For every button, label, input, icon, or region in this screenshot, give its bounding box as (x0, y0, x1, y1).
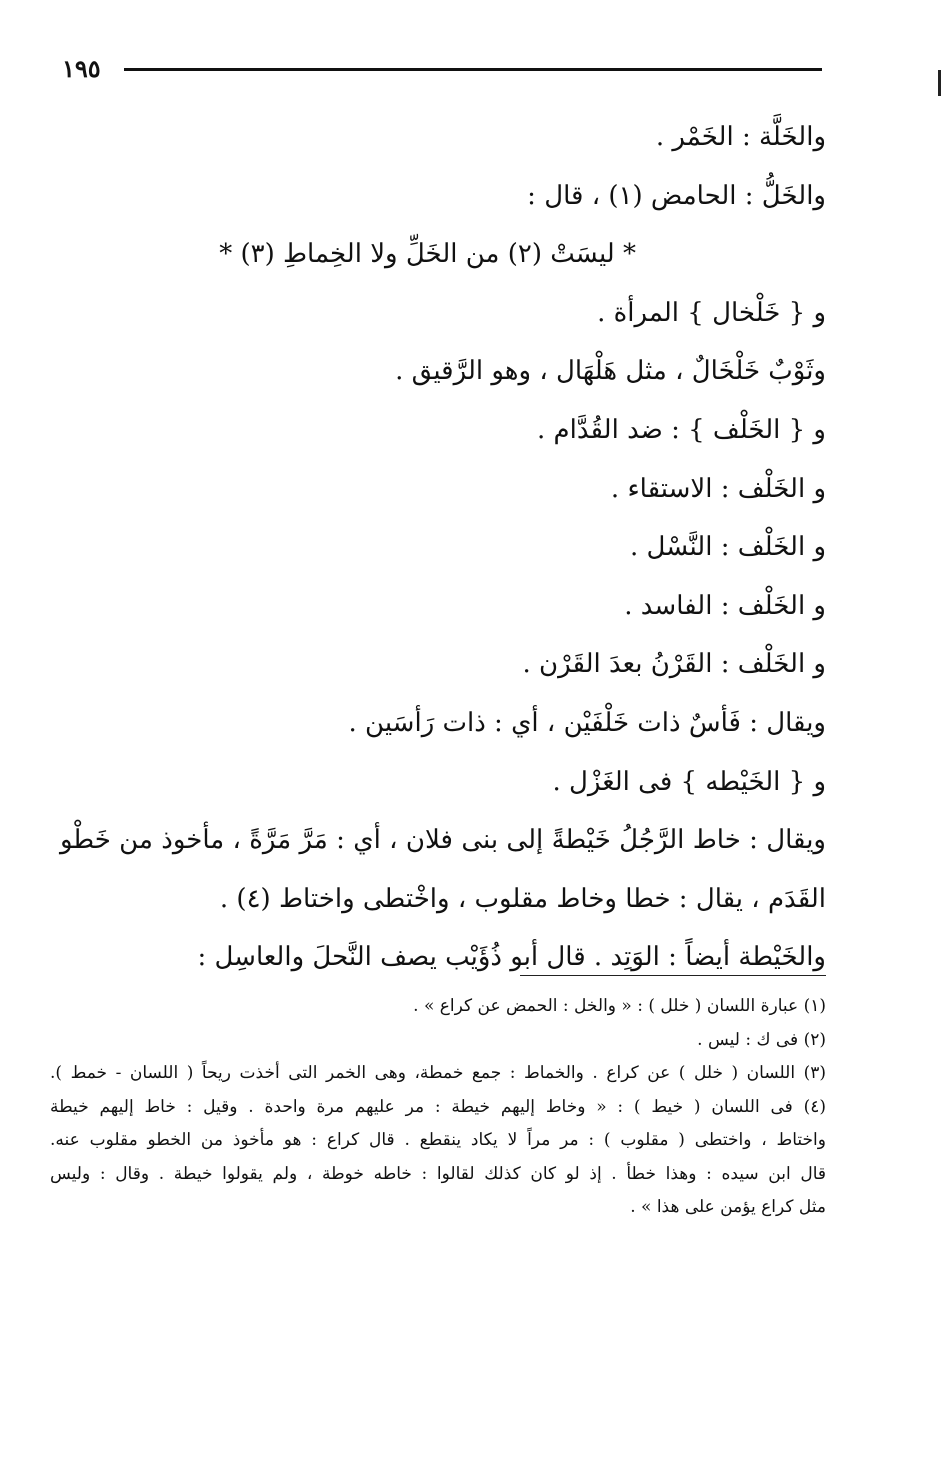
text-line: و الخَلْف : النَّسْل . (630, 532, 826, 563)
entry-heading-line: و { الخَيْطه } فى الغَزْل . (552, 766, 826, 797)
text-line: ويقال : خاط الرَّجُلُ خَيْطةً إلى بنى فلان ، أي : مَرَّ مَرَّةً ، مأخوذ من خَطْو (60, 825, 826, 856)
footnote-line: قال ابن سيده : وهذا خطأ . إذ لو كان كذلك لقالوا : خاطه خوطة ، ولم يقولوا خيطة . وقال : وليس (50, 1163, 826, 1184)
footnote-line: (٣) اللسان ( خلل ) عن كراع . والخماط : جمع خمطة، وهى الخمر التى أخذت ريحاً ( اللسان - خمط ). (50, 1063, 826, 1083)
footnote-line: مثل كراع يؤمن على هذا » . (630, 1197, 826, 1217)
footnote-line: واختاط ، واختطى ( مقلوب ) : مر مراً لا يكاد ينقطع . قال كراع : هو مأخوذ من الخطو مقلوب عنه. (50, 1130, 826, 1150)
footnote-line: (٢) فى ك : ليس . (697, 1029, 826, 1050)
text-line: والخَيْطة أيضاً : الوَتِد . قال أبو ذُؤَيْب يصف النَّحلَ والعاسِل : (197, 942, 826, 973)
entry-heading-line: و { الخَلْف } : ضد القُدَّام . (537, 414, 826, 445)
scan-edge-mark (938, 70, 941, 96)
page-header (62, 54, 822, 86)
footnote-line: (١) عبارة اللسان ( خلل ) : « والخل : الحمض عن كراع » . (413, 996, 826, 1016)
header-rule (124, 68, 822, 71)
text-line: وثَوْبٌ خَلْخَالٌ ، مثل هَلْهَال ، وهو الرَّقيق . (395, 356, 826, 387)
text-line: و الخَلْف : القَرْنُ بعدَ القَرْن . (522, 649, 826, 680)
entry-heading-line: و { خَلْخال } المرأة . (597, 297, 826, 328)
footnotes (50, 990, 826, 1225)
page-number: ١٩٥ (62, 54, 101, 83)
text-line: والخَلُّ : الحامض (١) ، قال : (527, 180, 826, 211)
text-line: القَدَم ، يقال : خطا وخاط مقلوب ، واخْتطى واختاط (٤) . (219, 883, 826, 914)
text-line: والخَلَّة : الخَمْر . (655, 122, 826, 152)
footnote-rule (520, 975, 826, 976)
footnote-line: (٤) فى اللسان ( خيط ) : « وخاط إليهم خيطة : مر عليهم مرة واحدة . وقيل : خاط إليهم خيطة (50, 1096, 826, 1117)
text-line: و الخَلْف : الاستقاء . (610, 473, 826, 504)
text-line: و الخَلْف : الفاسد . (624, 590, 826, 621)
text-line: ويقال : فَأسٌ ذات خَلْفَيْن ، أي : ذات رَأسَين . (348, 707, 826, 738)
main-text (60, 108, 826, 987)
verse-line: * ليسَتْ (٢) من الخَلِّ ولا الخِماطِ (٣) * (219, 239, 636, 270)
